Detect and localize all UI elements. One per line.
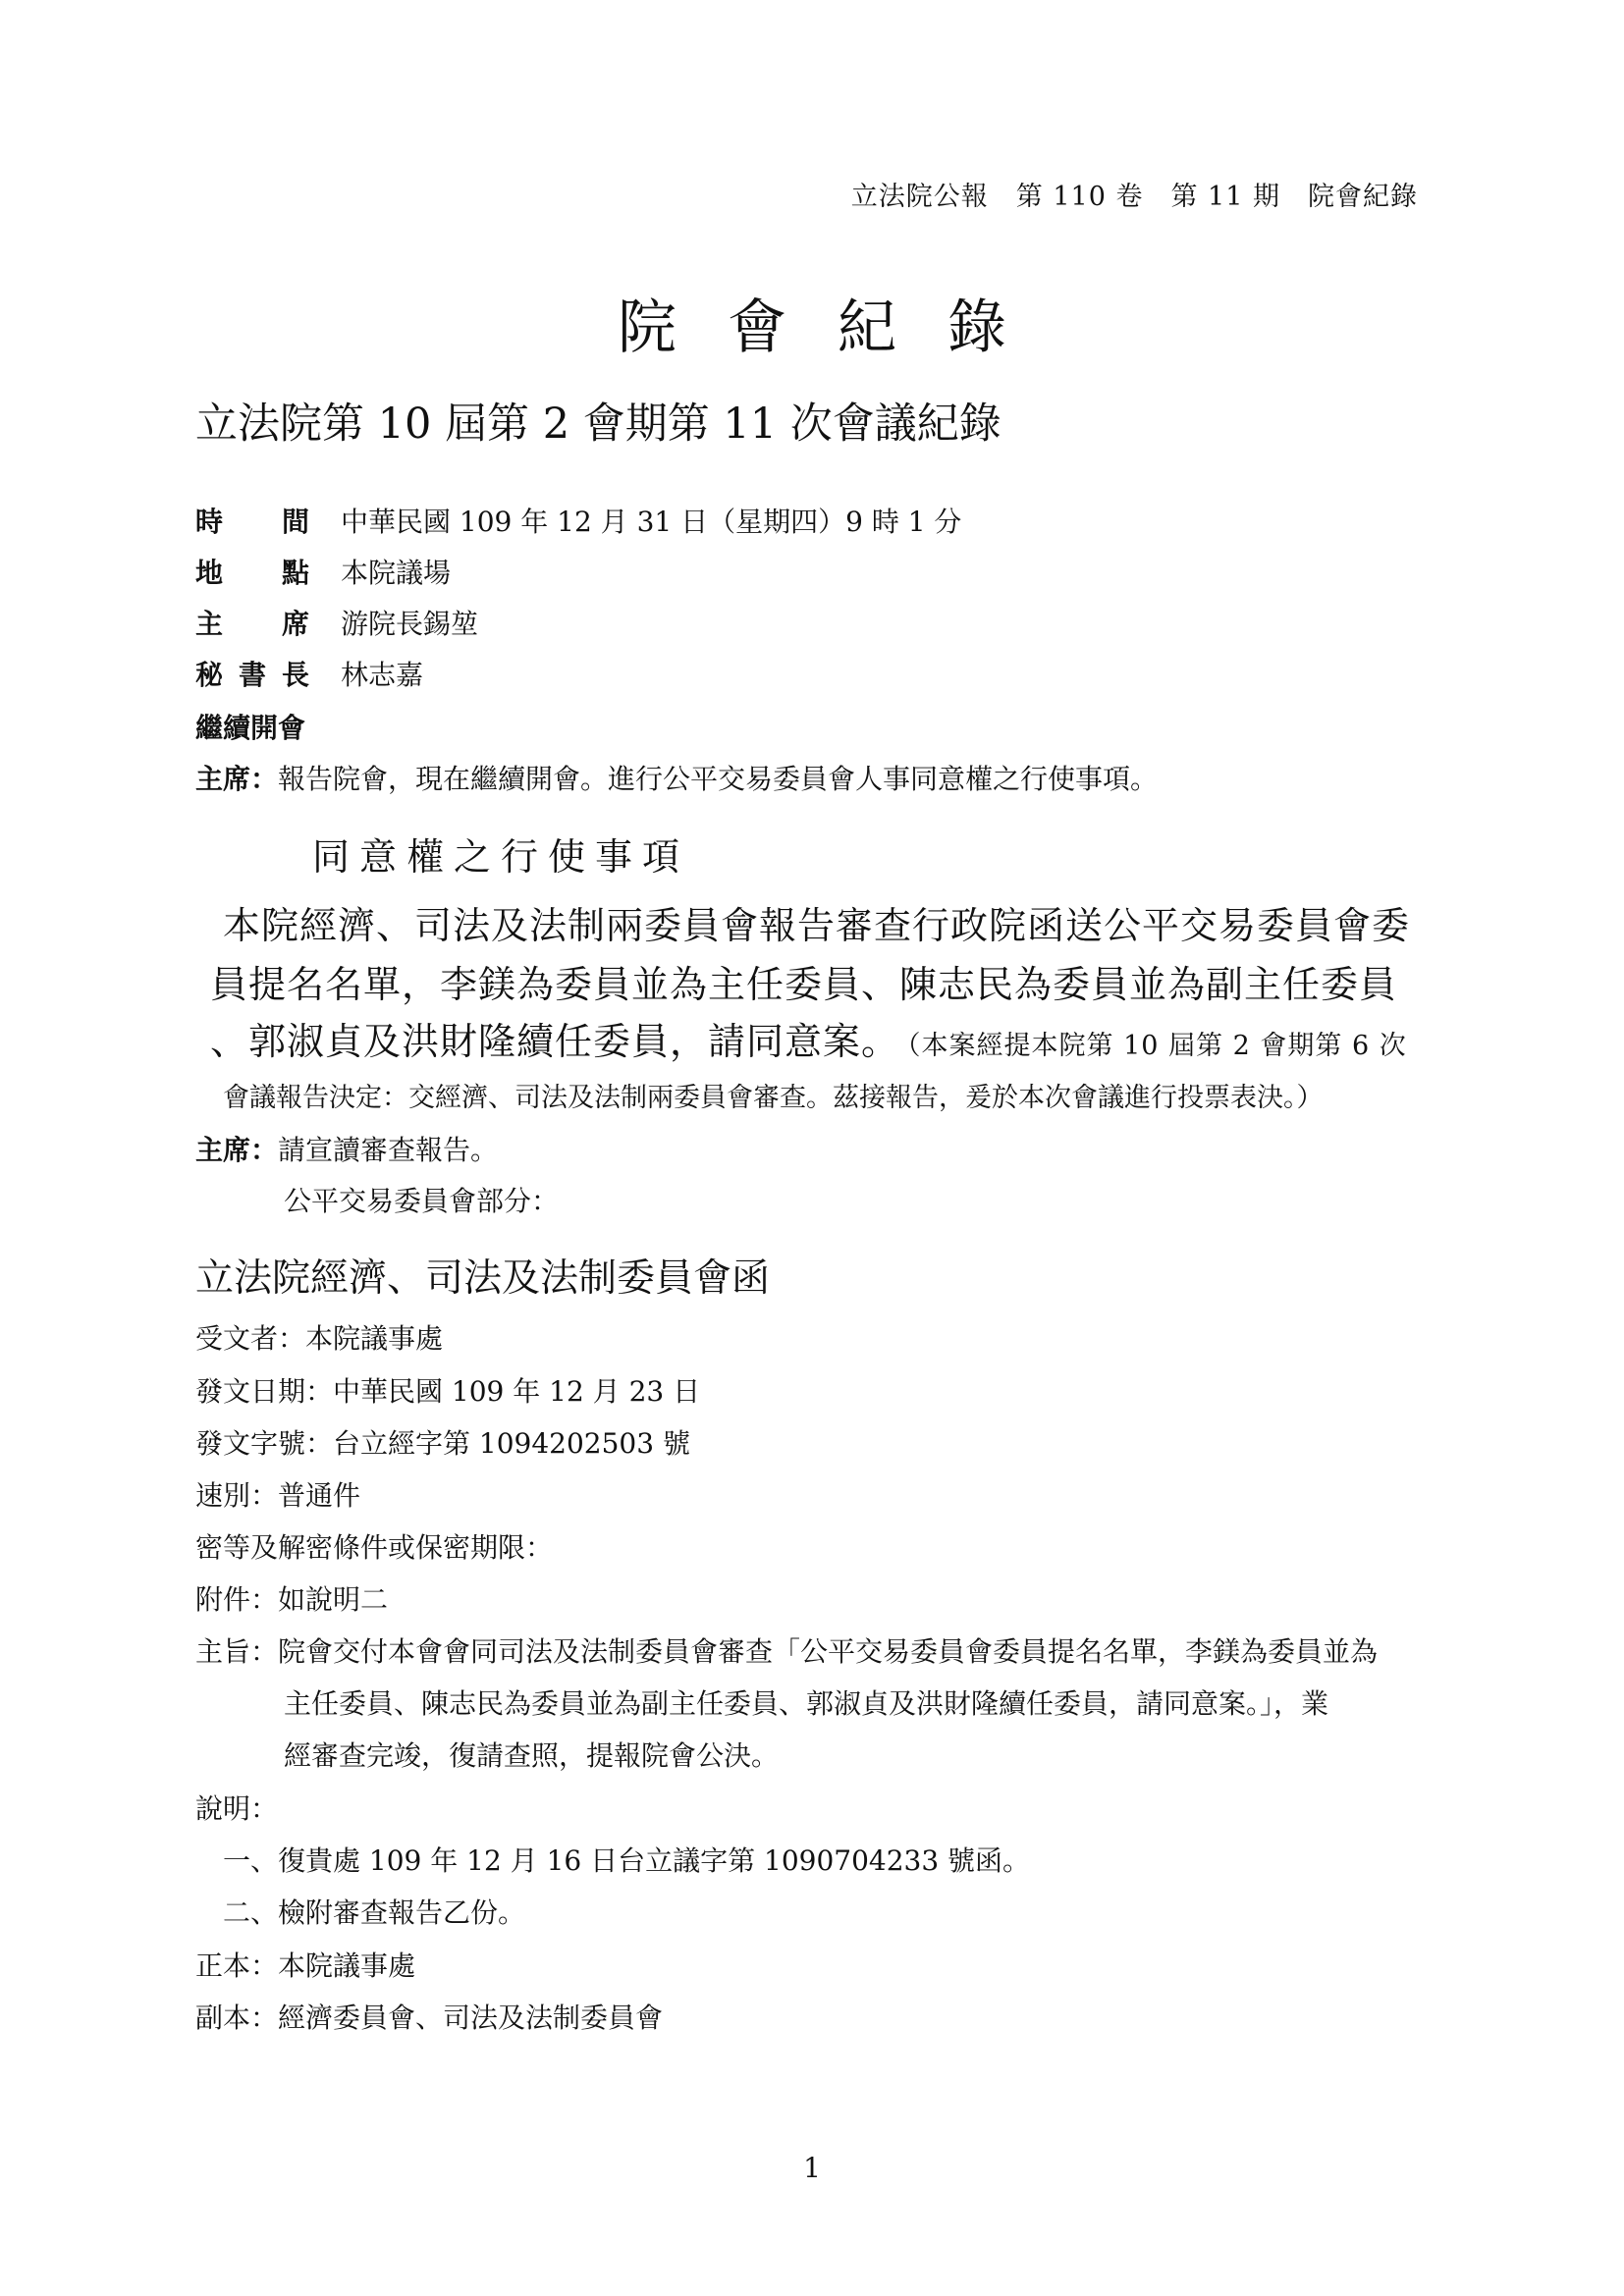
meeting-title: 立法院第 10 屆第 2 會期第 11 次會議紀錄 [195, 400, 1001, 449]
page-number: 1 [803, 2152, 821, 2184]
meta-label: 秘書長 [195, 659, 309, 691]
letter-date: 發文日期：中華民國 109 年 12 月 23 日 [195, 1375, 701, 1408]
letter-speed: 速別：普通件 [195, 1479, 361, 1512]
letter-explain-item: 一、復貴處 109 年 12 月 16 日台立議字第 1090704233 號函。 [223, 1844, 1031, 1877]
proposal-line-1: 本院經濟、司法及法制兩委員會報告審查行政院函送公平交易委員會委 [223, 904, 1411, 947]
letter-explain-label: 說明： [195, 1792, 279, 1825]
letter-subject-line-2: 主任委員、陳志民為委員並為副主任委員、郭淑貞及洪財隆續任委員，請同意案。」，業 [284, 1687, 1329, 1720]
letter-copy-to: 副本：經濟委員會、司法及法制委員會 [195, 2002, 664, 2034]
letter-recipient: 受文者：本院議事處 [195, 1322, 444, 1355]
meta-row-chair [195, 603, 478, 642]
speaker-label: 主席： [195, 1134, 279, 1166]
proposal-note: （本案經提本院第 10 屆第 2 會期第 6 次 [907, 1031, 1407, 1061]
proposal-note-cont: 會議報告決定：交經濟、司法及法制兩委員會審查。茲接報告，爰於本次會議進行投票表決。） [223, 1083, 1324, 1113]
subject-label: 主旨： [195, 1635, 279, 1668]
meta-label: 時間 [195, 506, 309, 538]
speech-text: 報告院會，現在繼續開會。進行公平交易委員會人事同意權之行使事項。 [278, 763, 1159, 795]
letter-subject-line-1 [195, 1630, 1378, 1670]
proposal-main-text: 、郭淑貞及洪財隆續任委員，請同意案。 [210, 1020, 900, 1063]
letter-heading: 立法院經濟、司法及法制委員會函 [195, 1256, 771, 1301]
resume-heading: 繼續開會 [195, 712, 306, 744]
chair-statement-2 [195, 1129, 498, 1168]
meta-row-secretary [195, 654, 423, 693]
chair-statement-1 [195, 758, 1158, 797]
meta-value: 林志嘉 [341, 659, 424, 691]
subject-text: 院會交付本會會同司法及法制委員會審查「公平交易委員會委員提名名單，李鎂為委員並為 [278, 1635, 1379, 1668]
meta-label: 地點 [195, 557, 309, 589]
section-part: 公平交易委員會部分： [284, 1185, 560, 1217]
letter-secrecy: 密等及解密條件或保密期限： [195, 1531, 554, 1564]
letter-subject-line-3: 經審查完竣，復請查照，提報院會公決。 [284, 1739, 780, 1772]
speaker-label: 主席： [195, 763, 279, 795]
letter-ref-no: 發文字號：台立經字第 1094202503 號 [195, 1427, 690, 1460]
running-header: 立法院公報 第 110 卷 第 11 期 院會紀錄 [850, 182, 1418, 212]
letter-explain-item: 二、檢附審查報告乙份。 [223, 1896, 526, 1929]
section-heading: 同意權之行使事項 [312, 835, 690, 879]
meta-row-place [195, 552, 451, 591]
meta-label: 主席 [195, 608, 309, 640]
speech-text: 請宣讀審查報告。 [278, 1134, 499, 1166]
letter-original-to: 正本：本院議事處 [195, 1949, 416, 1982]
proposal-line-3 [210, 1011, 1407, 1065]
proposal-line-2: 員提名名單，李鎂為委員並為主任委員、陳志民為委員並為副主任委員 [210, 963, 1398, 1006]
letter-attachment: 附件：如說明二 [195, 1583, 389, 1616]
meta-value: 本院議場 [341, 557, 452, 589]
meta-value: 游院長錫堃 [341, 608, 479, 640]
document-title: 院會紀錄 [618, 294, 1057, 362]
meta-row-time [195, 501, 961, 540]
meta-value: 中華民國 109 年 12 月 31 日（星期四）9 時 1 分 [341, 506, 962, 538]
